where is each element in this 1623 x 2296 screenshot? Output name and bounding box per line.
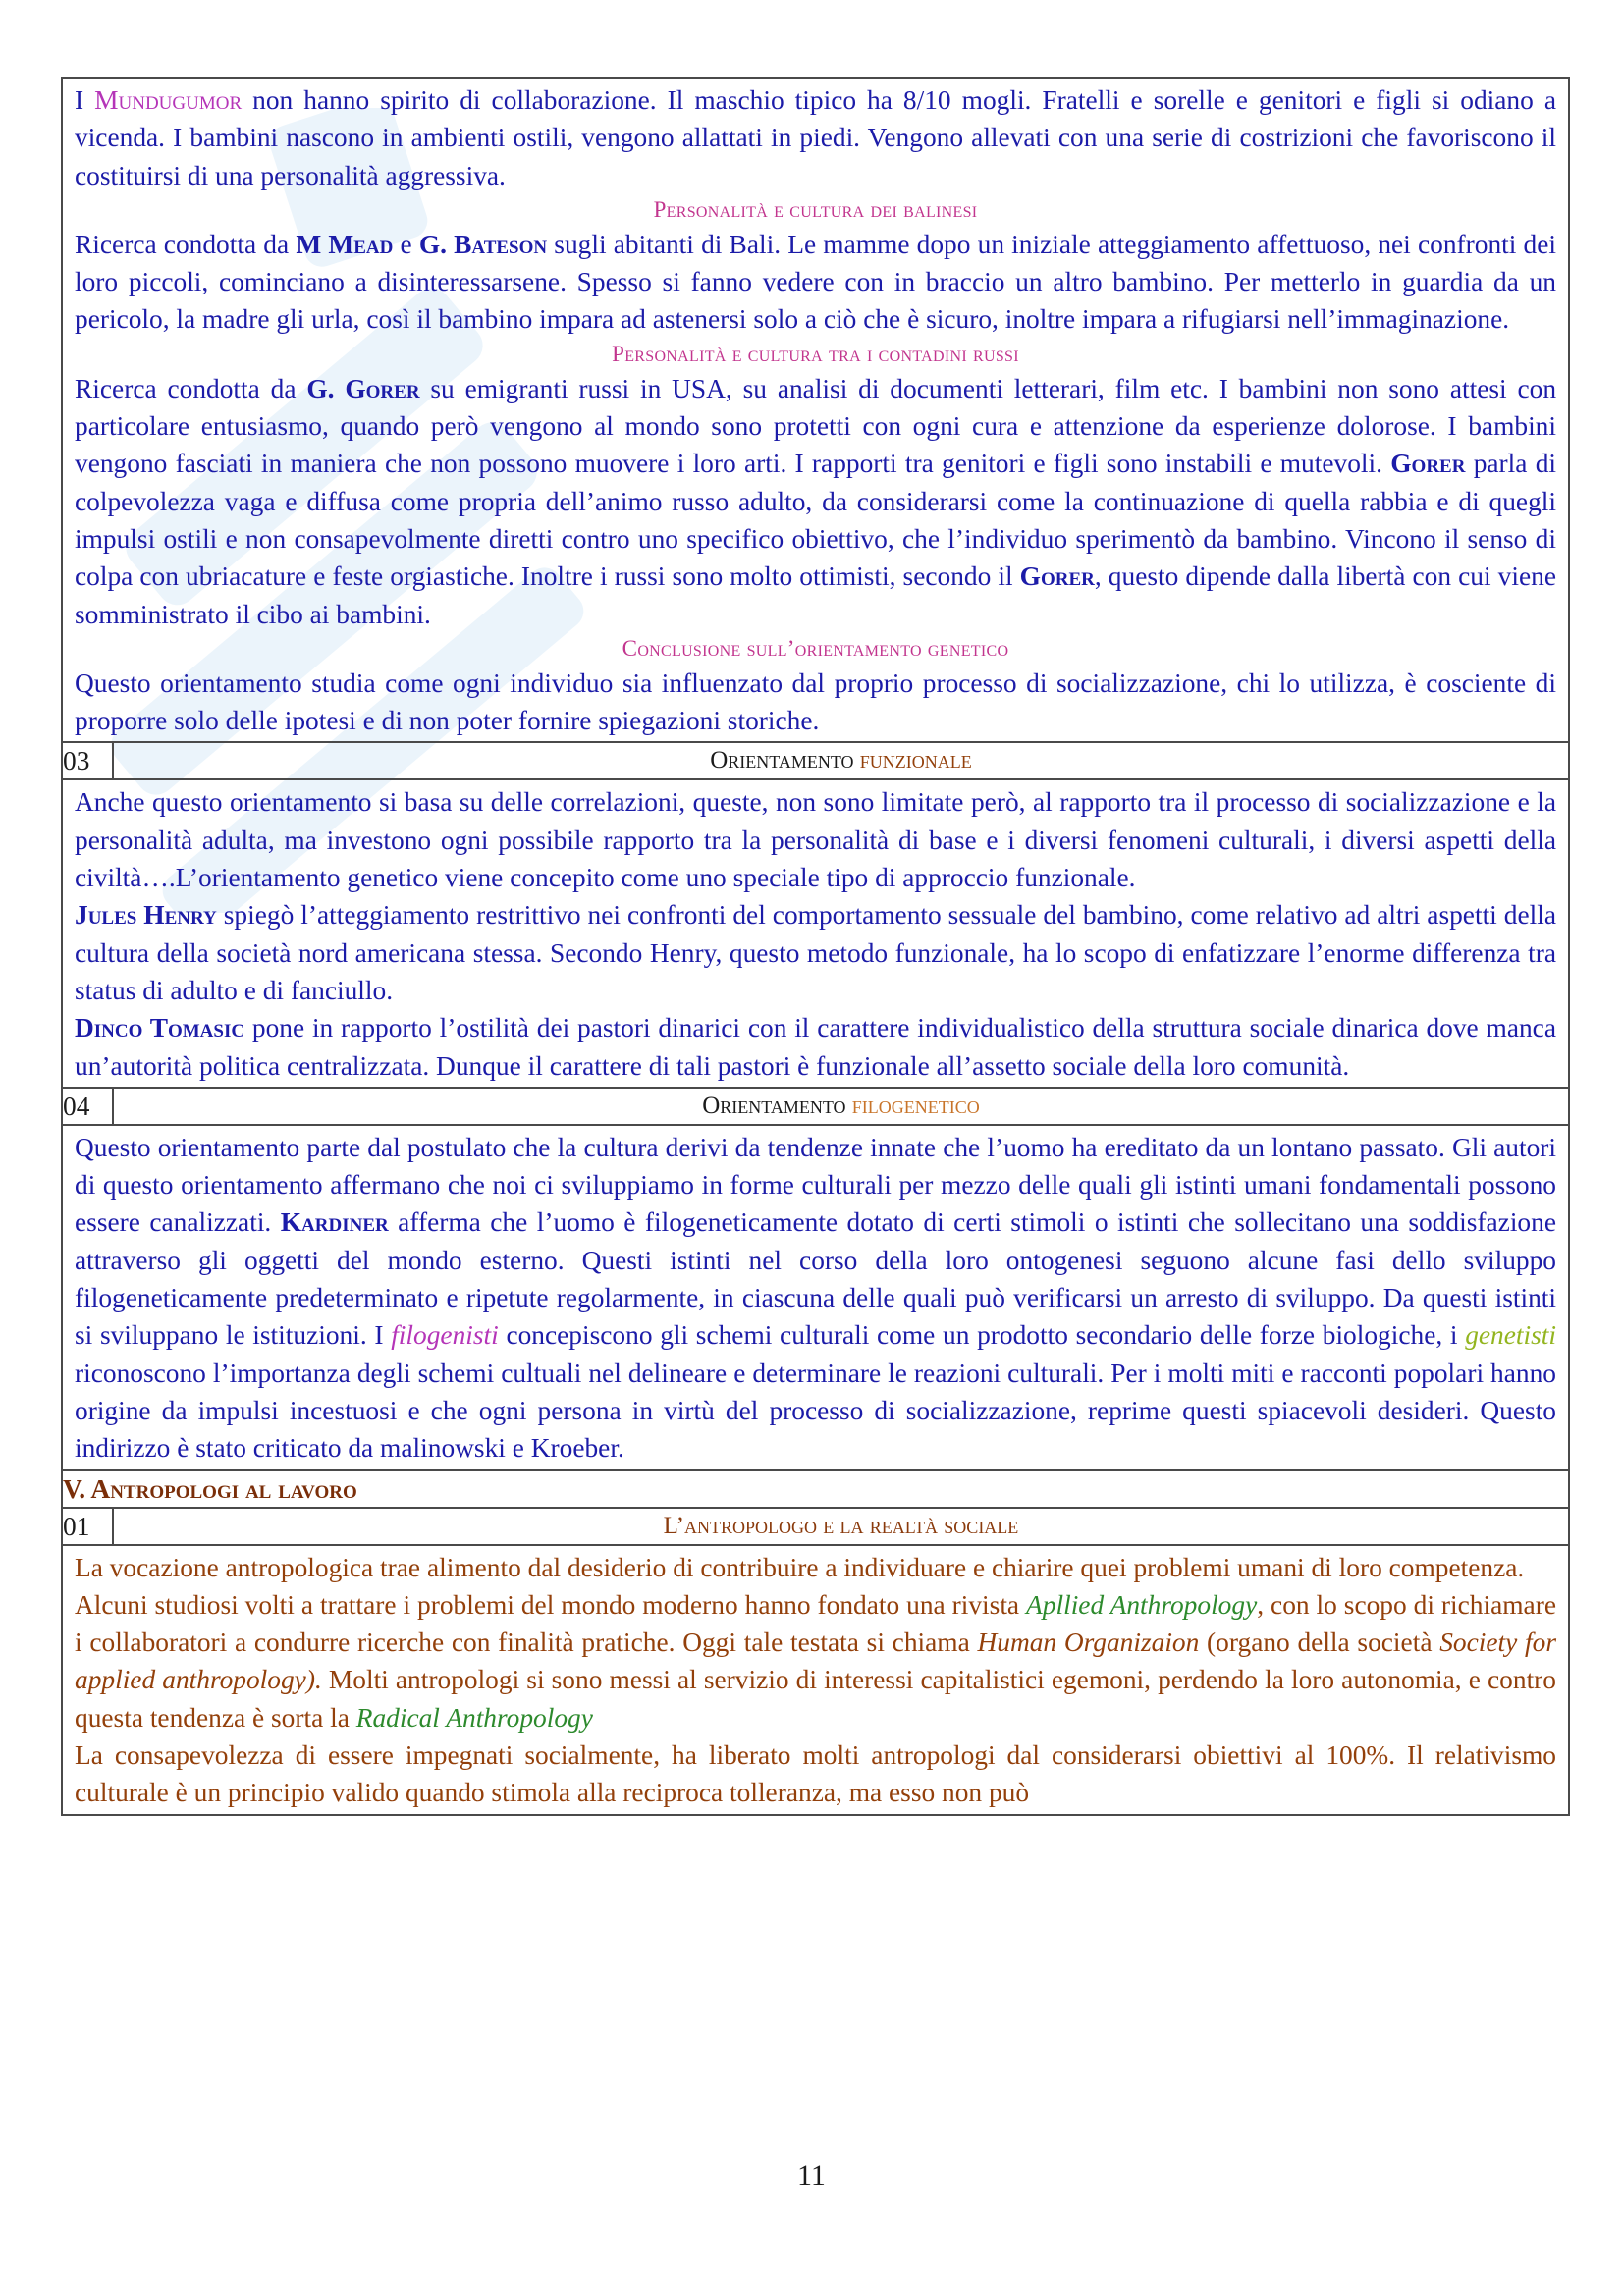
- mundugumor-paragraph: I Mundugumor non hanno spirito di collaborazione. Il maschio tipico ha 8/10 mogli. Fratelli e sorelle e genitori e figli si odiano a vicenda. I bambini nascono in ambienti ostili, vengono allattati in piedi. Vengono allevati con una serie di costrizioni che favoriscono il costituirsi di una personalità aggressiva.: [75, 85, 1556, 190]
- russi-paragraph: Ricerca condotta da G. Gorer su emigranti russi in USA, su analisi di documenti letterari, film etc. I bambini non sono attesi con particolare entusiasmo, quando però vengono al mondo sono protetti con ogni cura e attenzione da esperienze dolorose. I bambini vengono fasciati in maniera che non possono muovere i loro arti. I rapporti tra genitori e figli sono instabili e mutevoli. Gorer parla di colpevolezza vaga e diffusa come propria dell’animo russo adulto, da considerarsi come la continuazione di quella rabbia e di quegli impulsi ostili e non consapevolmente diretti contro uno specifico obiettivo, che l’individuo sperimentò da bambino. Vincono il senso di colpa con ubriacature e feste orgiastiche. Inoltre i russi sono molto ottimisti, secondo il Gorer, questo dipende dalla libertà con cui viene somministrato il cibo ai bambini.: [75, 373, 1557, 629]
- continuation-text: [63, 79, 1568, 741]
- section-04-number: 04: [62, 1088, 113, 1125]
- funzionale-paragraph-3: Dinco Tomasic pone in rapporto l’ostilità dei pastori dinarici con il carattere individualistico della struttura sociale dinarica dove manca un’autorità politica centralizzata. Dunque il carattere di tali pastori è funzionale all’assetto sociale della loro comunità.: [75, 1013, 1556, 1081]
- funzionale-paragraph-2: Jules Henry spiegò l’atteggiamento restrittivo nei confronti del comportamento sessuale del bambino, come relativo ad altri aspetti della cultura della società nord americana stessa. Secondo Henry, questo metodo funzionale, ha lo scopo di enfatizzare l’enorme differenza tra status di adulto e di fanciullo.: [75, 900, 1556, 1005]
- antropologo-paragraph-3: La consapevolezza di essere impegnati socialmente, ha liberato molti antropologi dal considerarsi obiettivi al 100%. Il relativismo culturale è un principio valido quando stimola alla reciproca tolleranza, ma esso non può: [75, 1739, 1556, 1808]
- filogenetico-paragraph: Questo orientamento parte dal postulato che la cultura derivi da tendenze innate che l’uomo ha ereditato da un lontano passato. Gli autori di questo orientamento affermano che noi ci sviluppiamo in forme culturali per mezzo delle quali gli istinti umani fondamentali possono essere canalizzati. Kardiner afferma che l’uomo è filogeneticamente dotato di certi stimoli o istinti che sollecitano una soddisfazione attraverso gli oggetti del mondo esterno. Questi istinti nel corso della loro ontogenesi seguono alcune fasi dello sviluppo filogeneticamente predeterminato e ripetute regolarmente, in ciascuna delle quali può verificarsi un arresto di sviluppo. Da questi istinti si sviluppano le istituzioni. I filogenisti concepiscono gli schemi culturali come un prodotto secondario delle forze biologiche, i genetisti riconoscono l’importanza degli schemi cultuali nel delineare e determinare le reazioni culturali. Per i molti miti e racconti popolari hanno origine da impulsi incestuosi e che ogni persona in virtù del processo di socializzazione, reprime questi spiacevoli desideri. Questo indirizzo è stato criticato da malinowski e Kroeber.: [75, 1132, 1556, 1464]
- section-03-text: [63, 780, 1568, 1086]
- section-01-title: L’antropologo e la realtà sociale: [113, 1508, 1569, 1545]
- section-v-header: [62, 1470, 1569, 1508]
- continuation-block: [62, 78, 1569, 742]
- section-04-text: [63, 1126, 1568, 1469]
- section-04-title: Orientamento filogenetico: [113, 1088, 1569, 1125]
- section-04-body: [62, 1125, 1569, 1470]
- antropologo-paragraph-2: Alcuni studiosi volti a trattare i problemi del mondo moderno hanno fondato una rivista Apllied Anthropology, con lo scopo di richiamare i collaboratori a condurre ricerche con finalità pratiche. Oggi tale testata si chiama Human Organizaion (organo della società Society for applied anthropology). Molti antropologi si sono messi al servizio di interessi capitalistici egemoni, perdendo la loro autonomia, e contro questa tendenza è sorta la Radical Anthropology: [75, 1589, 1556, 1733]
- notes-table: [61, 77, 1570, 1816]
- funzionale-paragraph-1: Anche questo orientamento si basa su delle correlazioni, queste, non sono limitate però, al rapporto tra il processo di socializzazione e la personalità adulta, ma investono ogni possibile rapporto tra la personalità di base e i diversi fenomeni culturali, i diversi aspetti della civiltà….L’orientamento genetico viene concepito come uno speciale tipo di approccio funzionale.: [75, 787, 1556, 893]
- heading-balinesi: Personalità e cultura dei balinesi: [653, 196, 978, 222]
- section-01-text: [63, 1546, 1568, 1814]
- section-01-body: [62, 1545, 1569, 1815]
- section-03-number: 03: [62, 742, 113, 779]
- section-01-number: 01: [62, 1508, 113, 1545]
- heading-contadini-russi: Personalità e cultura tra i contadini russi: [612, 341, 1019, 366]
- section-03-header: [62, 742, 1569, 779]
- section-v-title: V. Antropologi al lavoro: [62, 1470, 1569, 1508]
- heading-conclusione: Conclusione sull’orientamento genetico: [622, 635, 1009, 661]
- page-number: 11: [797, 2160, 826, 2192]
- section-04-header: [62, 1088, 1569, 1125]
- conclusione-paragraph: Questo orientamento studia come ogni individuo sia influenzato dal proprio processo di socializzazione, chi lo utilizza, è cosciente di proporre solo delle ipotesi e di non poter fornire spiegazioni storiche.: [75, 667, 1556, 736]
- section-03-body: [62, 779, 1569, 1087]
- section-03-title: Orientamento funzionale: [113, 742, 1569, 779]
- section-01-header: [62, 1508, 1569, 1545]
- mundugumor-name: Mundugumor: [94, 85, 243, 115]
- balinesi-paragraph: Ricerca condotta da M Mead e G. Bateson sugli abitanti di Bali. Le mamme dopo un iniziale atteggiamento affettuoso, nei confronti dei loro piccoli, cominciano a disinteressarsene. Spesso si fanno vedere con in braccio un altro bambino. Per metterlo in guardia da un pericolo, la madre gli urla, così il bambino impara ad astenersi solo a ciò che è sicuro, inoltre impara a rifugiarsi nell’immaginazione.: [75, 229, 1556, 335]
- antropologo-paragraph-1: La vocazione antropologica trae alimento dal desiderio di contribuire a individuare e chiarire quei problemi umani di loro competenza.: [75, 1552, 1525, 1582]
